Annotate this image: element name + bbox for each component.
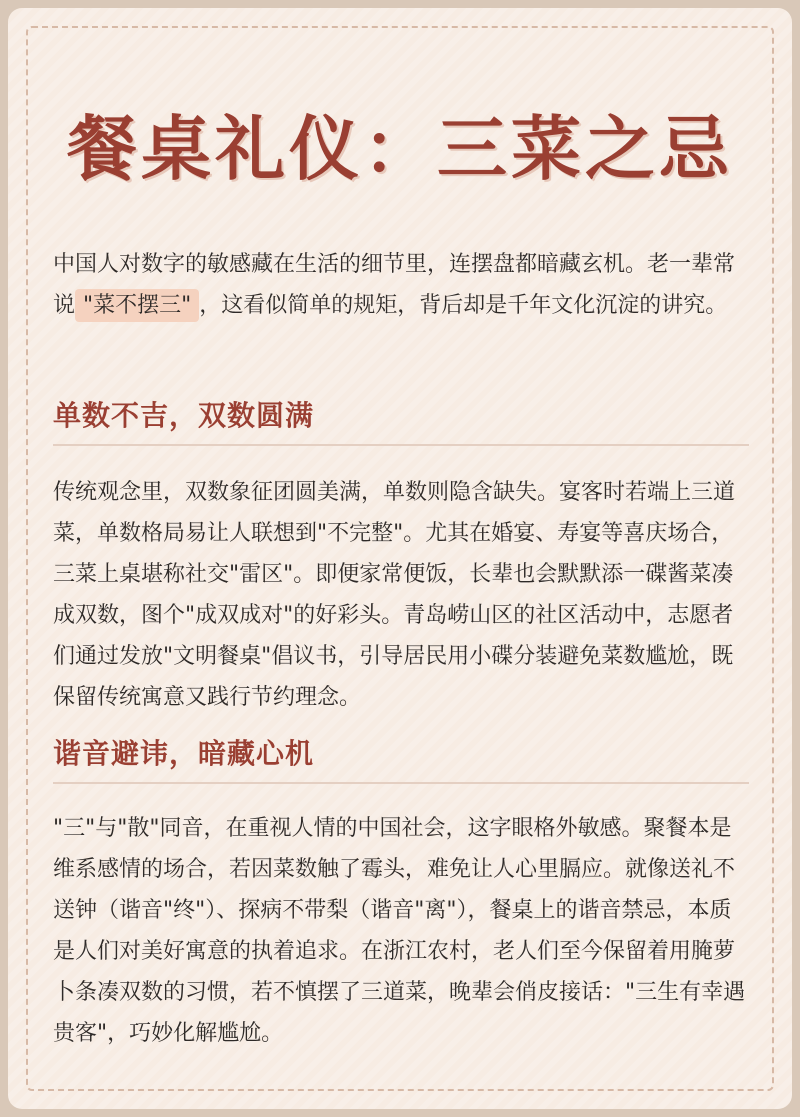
page-card bbox=[8, 8, 792, 1109]
intro-text-before: 中国人对数字的敏感藏在生活的细节里，连摆盘都暗藏玄机。老一辈常说 bbox=[53, 252, 736, 318]
section1-divider bbox=[53, 444, 749, 446]
section2-heading: 谐音避讳，暗藏心机 bbox=[53, 737, 315, 770]
section1-heading: 单数不吉，双数圆满 bbox=[53, 399, 315, 432]
intro-text-after: ，这看似简单的规矩，背后却是千年文化沉淀的讲究。 bbox=[199, 293, 728, 318]
intro-highlight: "菜不摆三" bbox=[75, 289, 199, 322]
intro-paragraph bbox=[53, 244, 753, 326]
page-title: 餐桌礼仪：三菜之忌 bbox=[67, 108, 733, 190]
section1-body: 传统观念里，双数象征团圆美满，单数则隐含缺失。宴客时若端上三道菜，单数格局易让人联想到"不完整"。尤其在婚宴、寿宴等喜庆场合，三菜上桌堪称社交"雷区"。即便家常便饭，长辈也会默默添一碟酱菜凑成双数，图个"成双成对"的好彩头。青岛崂山区的社区活动中，志愿者们通过发放"文明餐桌"倡议书，引导居民用小碟分装避免菜数尴尬，既保留传统寓意又践行节约理念。 bbox=[53, 480, 736, 710]
section2-body: "三"与"散"同音，在重视人情的中国社会，这字眼格外敏感。聚餐本是维系感情的场合，若因菜数触了霉头，难免让人心里膈应。就像送礼不送钟（谐音"终"）、探病不带梨（谐音"离"），餐桌上的谐音禁忌，本质是人们对美好寓意的执着追求。在浙江农村，老人们至今保留着用腌萝卜条凑双数的习惯，若不慎摆了三道菜，晚辈会俏皮接话："三生有幸遇贵客"，巧妙化解尴尬。 bbox=[53, 816, 746, 1046]
section2-divider bbox=[53, 782, 749, 784]
